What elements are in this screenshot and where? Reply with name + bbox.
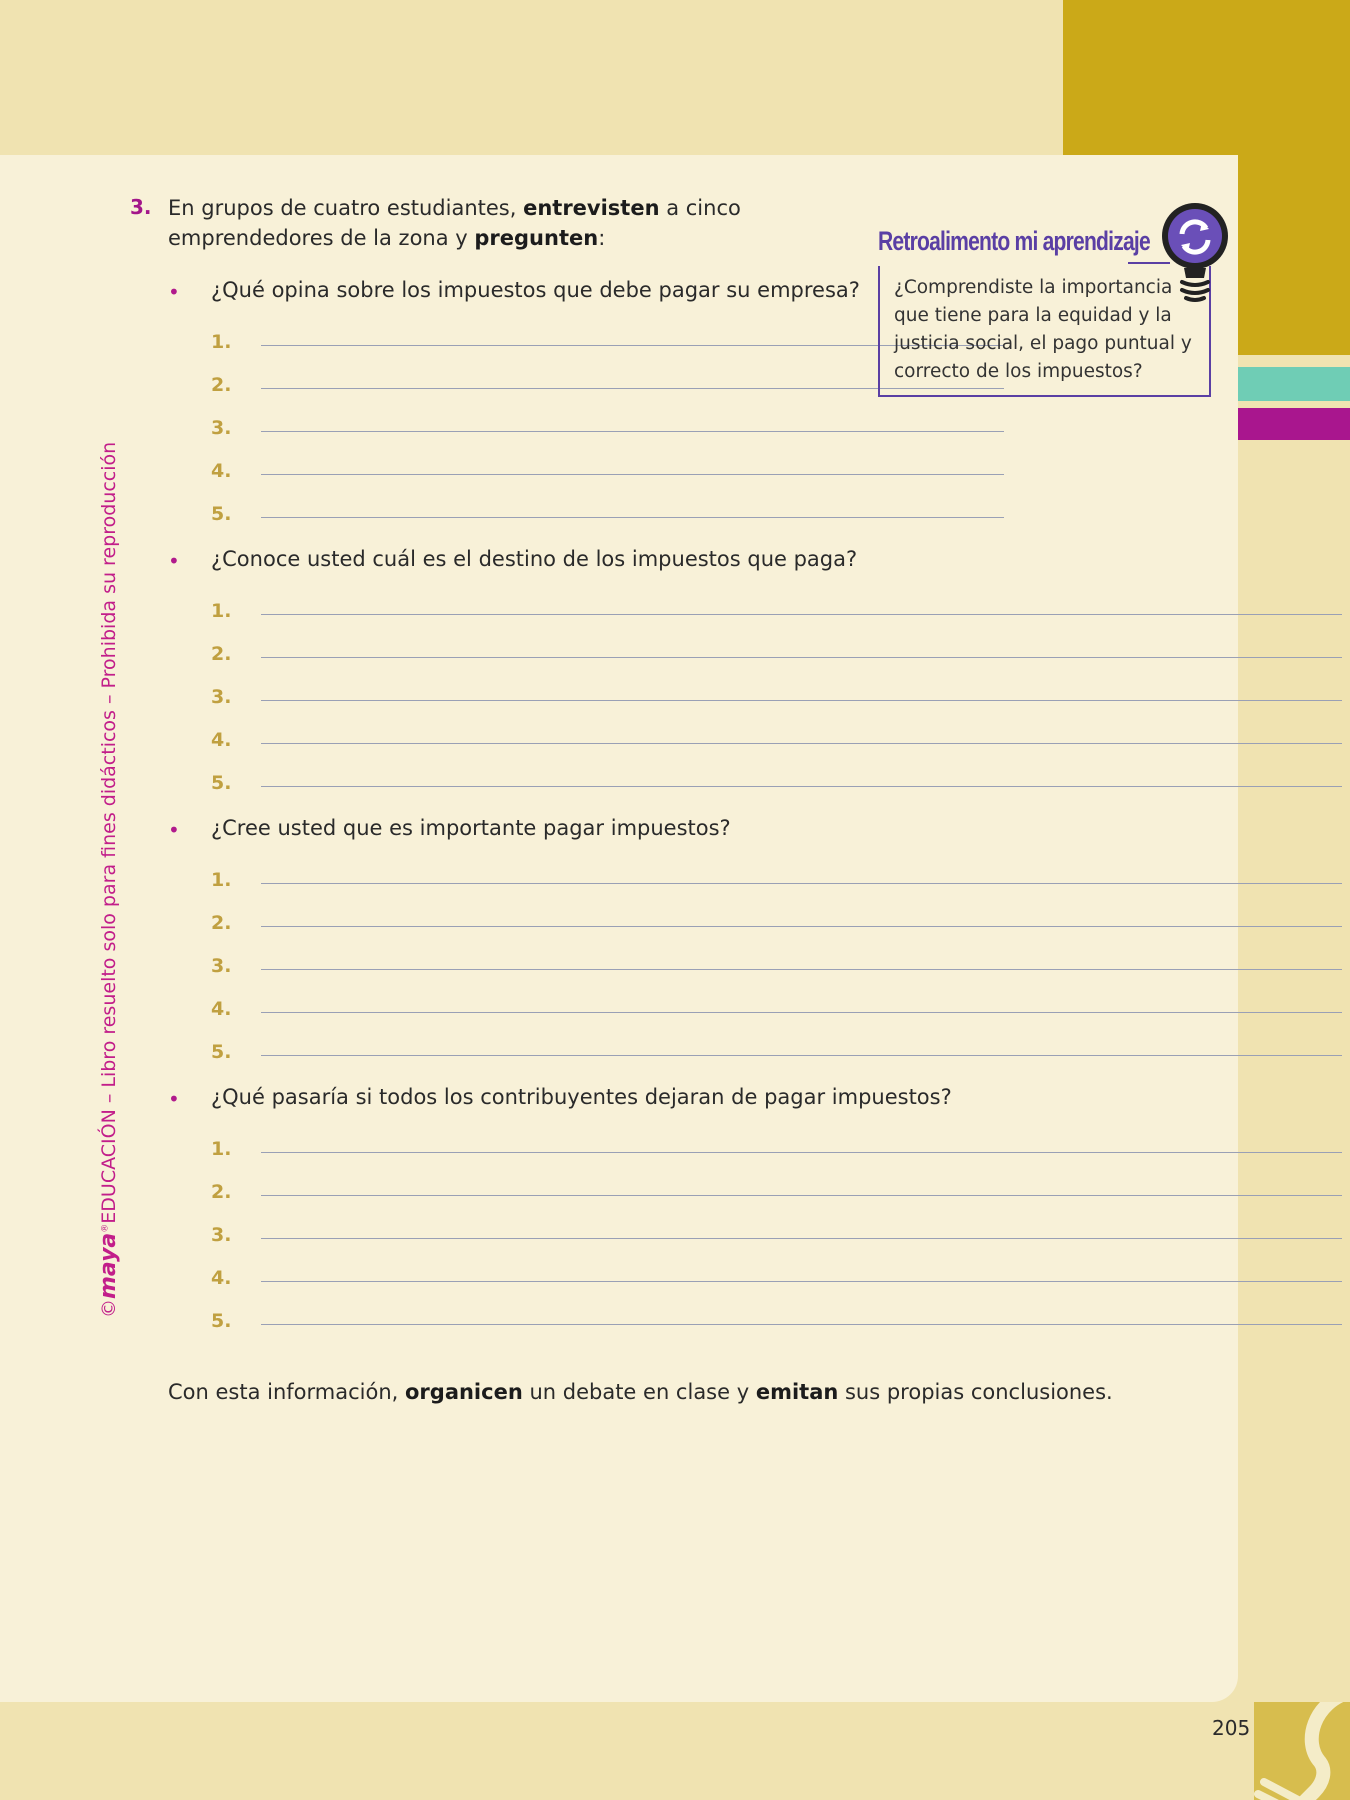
answer-line-number: 5.: [211, 772, 232, 794]
instruction-keyword: entrevisten: [523, 196, 660, 220]
answer-line[interactable]: [261, 743, 1342, 744]
answer-line-number: 5.: [211, 1310, 232, 1332]
answer-line[interactable]: [261, 657, 1342, 658]
answer-line[interactable]: [261, 614, 1342, 615]
question-bullet: •: [168, 1087, 180, 1111]
question-bullet: •: [168, 818, 180, 842]
answer-line-number: 2.: [211, 643, 232, 665]
answer-line[interactable]: [261, 926, 1342, 927]
answer-line[interactable]: [261, 786, 1342, 787]
brand-logo-text: maya: [96, 1232, 121, 1299]
activity-instructions: En grupos de cuatro estudiantes, entrevisten a cinco emprendedores de la zona y pregunten:: [168, 196, 741, 250]
instruction-keyword: organicen: [405, 1380, 523, 1404]
answer-line-number: 3.: [211, 686, 232, 708]
answer-line[interactable]: [261, 1324, 1342, 1325]
answer-line[interactable]: [261, 1012, 1342, 1013]
answer-line-number: 4.: [211, 998, 232, 1020]
answer-line-number: 1.: [211, 331, 232, 353]
copyright-symbol: ©: [98, 1299, 120, 1318]
page-number: 205: [1212, 1716, 1251, 1740]
question-bullet: •: [168, 280, 180, 304]
activity-number: 3.: [130, 195, 152, 219]
answer-line[interactable]: [261, 883, 1342, 884]
answer-line-number: 3.: [211, 417, 232, 439]
answer-line[interactable]: [261, 517, 1004, 518]
answer-line-number: 1.: [211, 600, 232, 622]
corner-lightbulb-decoration: [1254, 1702, 1350, 1800]
answer-line[interactable]: [261, 969, 1342, 970]
answer-line[interactable]: [261, 1152, 1342, 1153]
question-text: ¿Qué pasaría si todos los contribuyentes dejaran de pagar impuestos?: [211, 1085, 952, 1109]
closing-instruction: Con esta información, organicen un debate en clase y emitan sus propias conclusiones.: [168, 1380, 1113, 1404]
question-text: ¿Qué opina sobre los impuestos que debe pagar su empresa?: [211, 278, 860, 302]
decorative-magenta-tab: [1238, 408, 1350, 440]
answer-line[interactable]: [261, 1238, 1342, 1239]
answer-line-number: 1.: [211, 869, 232, 891]
question-bullet: •: [168, 549, 180, 573]
answer-line-number: 1.: [211, 1138, 232, 1160]
question-text: ¿Conoce usted cuál es el destino de los impuestos que paga?: [211, 547, 858, 571]
answer-line-number: 2.: [211, 374, 232, 396]
lightbulb-outline-icon: [1254, 1702, 1350, 1800]
answer-line[interactable]: [261, 1281, 1342, 1282]
watermark-text: EDUCACIÓN – Libro resuelto solo para fines didácticos – Prohibida su reproducción: [98, 441, 120, 1224]
lightbulb-refresh-icon: [1160, 200, 1230, 310]
answer-line[interactable]: [261, 431, 1004, 432]
instruction-keyword: pregunten: [474, 226, 599, 250]
answer-line-number: 4.: [211, 1267, 232, 1289]
answer-line-number: 5.: [211, 1041, 232, 1063]
registered-mark: ®: [100, 1223, 111, 1233]
instruction-keyword: emitan: [755, 1380, 839, 1404]
answer-line-number: 2.: [211, 1181, 232, 1203]
question-text: ¿Cree usted que es importante pagar impuestos?: [211, 816, 731, 840]
answer-line-number: 3.: [211, 955, 232, 977]
answer-line[interactable]: [261, 474, 1004, 475]
answer-line[interactable]: [261, 1055, 1342, 1056]
decorative-teal-tab: [1238, 367, 1350, 401]
feedback-text: ¿Comprendiste la importancia que tiene para la equidad y la justicia social, el pago puntual y correcto de los impuestos?: [894, 277, 1192, 382]
answer-line-number: 5.: [211, 503, 232, 525]
answer-line[interactable]: [261, 1195, 1342, 1196]
answer-line-number: 3.: [211, 1224, 232, 1246]
answer-line-number: 4.: [211, 460, 232, 482]
feedback-title: Retroalimento mi aprendizaje: [878, 226, 1150, 256]
answer-line-number: 4.: [211, 729, 232, 751]
copyright-watermark: [96, 442, 121, 1318]
answer-line-number: 2.: [211, 912, 232, 934]
answer-line[interactable]: [261, 700, 1342, 701]
